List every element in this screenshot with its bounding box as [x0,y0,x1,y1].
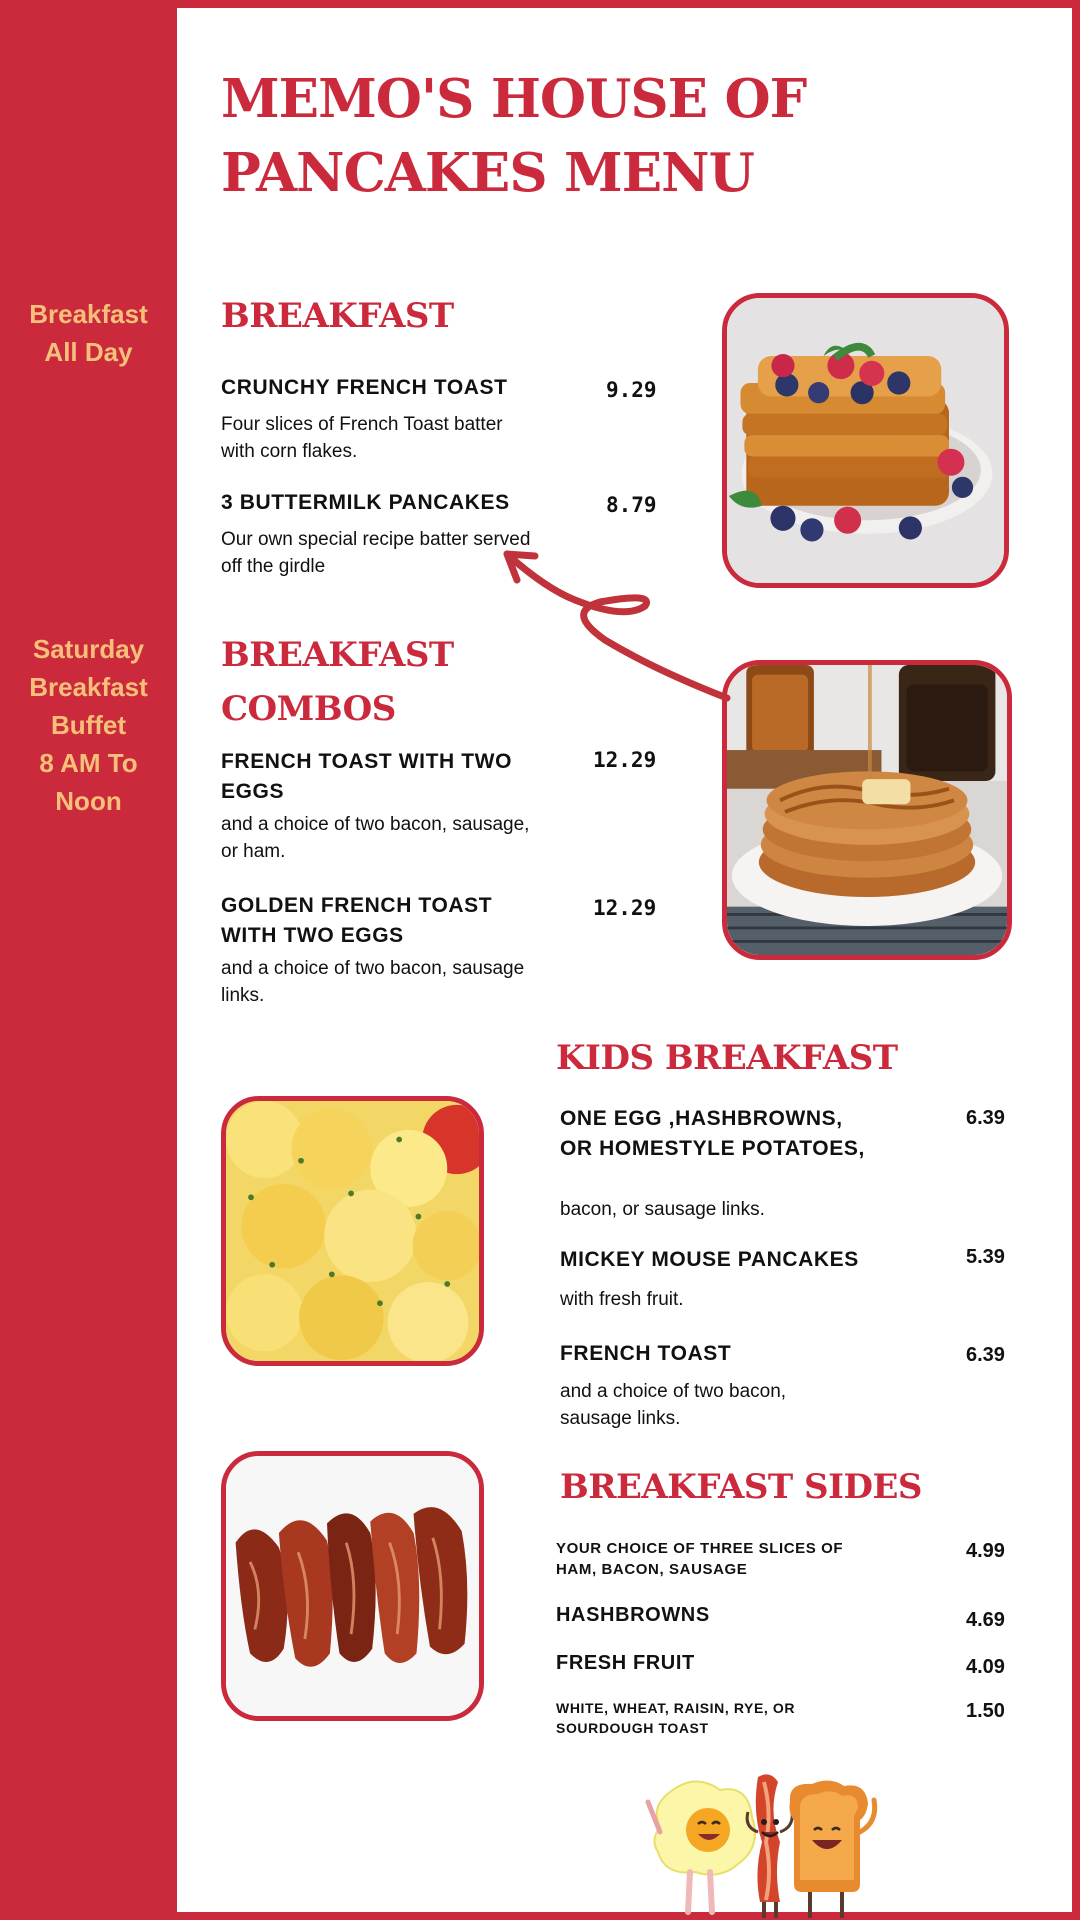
item-name: YOUR CHOICE OF THREE SLICES OF HAM, BACON, SAUSAGE [556,1540,844,1578]
item-price: 4.69 [966,1609,1005,1631]
item-name: ONE EGG ,HASHBROWNS, OR HOMESTYLE POTATOES, [560,1107,865,1160]
item-name: WHITE, WHEAT, RAISIN, RYE, OR SOURDOUGH TOAST [556,1700,796,1736]
item-name: HASHBROWNS [556,1604,710,1626]
pancakes-photo [722,660,1012,960]
menu-title: MEMO'S HOUSE OF PANCAKES MENU [221,68,807,204]
item-name: 3 BUTTERMILK PANCAKES [221,491,510,514]
item-price: 1.50 [966,1700,1005,1722]
bacon-photo [221,1451,484,1721]
section-heading-kids: KIDS BREAKFAST [556,1038,898,1078]
item-price: 4.09 [966,1656,1005,1678]
item-name: FRENCH TOAST WITH TWO EGGS [221,750,513,803]
french-toast-photo [722,293,1009,588]
item-price: 4.99 [966,1540,1005,1562]
item-name: CRUNCHY FRENCH TOAST [221,376,508,399]
item-price: 6.39 [966,1107,1005,1129]
item-price: 8.79 [606,493,657,517]
section-heading-breakfast: BREAKFAST [221,296,454,336]
item-name: FRESH FRUIT [556,1652,695,1674]
item-description: and a choice of two bacon, sausage, or ham. [221,814,530,862]
breakfast-characters-illustration [640,1772,925,1920]
item-description: Four slices of French Toast batter with corn flakes. [221,414,503,462]
item-description: and a choice of two bacon, sausage links. [221,958,525,1006]
section-heading-combos: BREAKFAST COMBOS [221,635,454,729]
item-price: 9.29 [606,378,657,402]
item-description: with fresh fruit. [560,1289,684,1310]
item-price: 6.39 [966,1344,1005,1366]
item-description: and a choice of two bacon, sausage links. [560,1381,787,1429]
item-price: 12.29 [593,896,657,920]
scrambled-eggs-photo [221,1096,484,1366]
item-description: Our own special recipe batter served off the girdle [221,529,531,577]
item-name: GOLDEN FRENCH TOAST WITH TWO EGGS [221,894,493,947]
decorative-arrow-icon [495,540,735,705]
item-price: 12.29 [593,748,657,772]
item-name: MICKEY MOUSE PANCAKES [560,1248,859,1271]
sidebar-saturday-buffet: Saturday Breakfast Buffet 8 AM To Noon [29,634,148,816]
item-description: bacon, or sausage links. [560,1199,765,1220]
sidebar-breakfast-all-day: Breakfast All Day [29,299,148,367]
section-heading-sides: BREAKFAST SIDES [560,1467,922,1507]
item-name: FRENCH TOAST [560,1342,732,1365]
item-price: 5.39 [966,1246,1005,1268]
